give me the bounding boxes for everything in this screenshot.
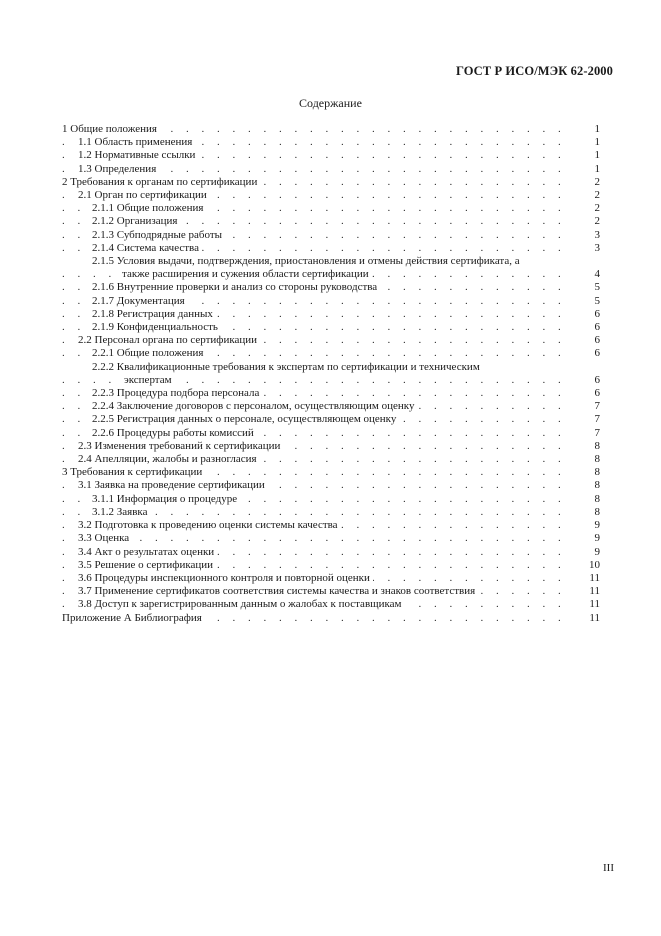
toc-entry-page: 7: [574, 400, 600, 413]
toc-entry[interactable]: [62, 532, 600, 545]
toc-entry-label: 3.6 Процедуры инспекционного контроля и повторной оценки: [78, 572, 373, 584]
toc-entry-label: 2.2.6 Процедуры работы комиссий: [92, 427, 257, 439]
toc-entry-page: 7: [574, 413, 600, 426]
toc-entry-page: 6: [574, 387, 600, 400]
toc-entry-page: 6: [574, 308, 600, 321]
toc-entry-page: 8: [574, 453, 600, 466]
toc-entry[interactable]: [62, 334, 600, 347]
toc-entry-label: 3 Требования к сертификации: [62, 466, 205, 478]
toc-entry-label: 2.1.3 Субподрядные работы: [92, 229, 225, 241]
toc-entry-page: 4: [574, 268, 600, 281]
toc-entry-continuation[interactable]: [62, 374, 600, 387]
toc-entry-label: 2.4 Апелляции, жалобы и разногласия: [78, 453, 260, 465]
toc-entry-page: 3: [574, 242, 600, 255]
toc-entry-page: 5: [574, 281, 600, 294]
toc-entry-label: 1.2 Нормативные ссылки: [78, 149, 198, 161]
toc-entry-label: 2.1.1 Общие положения: [92, 202, 206, 214]
toc-entry-label: 2.1.6 Внутренние проверки и анализ со стороны руководства: [92, 281, 380, 293]
toc-entry-label: 3.8 Доступ к зарегистрированным данным о жалобах к поставщикам: [78, 598, 405, 610]
toc-entry[interactable]: [62, 453, 600, 466]
toc-entry[interactable]: [62, 559, 600, 572]
toc-entry-page: 2: [574, 189, 600, 202]
toc-entry-label: также расширения и сужения области сертификации: [122, 268, 372, 280]
toc-entry[interactable]: [62, 427, 600, 440]
toc-entry-label: 3.2 Подготовка к проведению оценки системы качества: [78, 519, 341, 531]
table-of-contents: [62, 123, 600, 625]
toc-entry-label: 2.2.5 Регистрация данных о персонале, осуществляющем оценку: [92, 413, 399, 425]
toc-entry-page: 9: [574, 532, 600, 545]
toc-entry-page: 8: [574, 493, 600, 506]
toc-entry[interactable]: [62, 493, 600, 506]
toc-entry-page: 2: [574, 202, 600, 215]
toc-entry[interactable]: [62, 400, 600, 413]
toc-title: Содержание: [299, 96, 362, 110]
toc-entry[interactable]: [62, 598, 600, 611]
toc-entry[interactable]: [62, 255, 600, 268]
toc-entry-label: 2 Требования к органам по сертификации: [62, 176, 260, 188]
toc-entry-label: экспертам: [124, 374, 175, 386]
toc-entry-label: 2.2.4 Заключение договоров с персоналом, осуществляющим оценку: [92, 400, 417, 412]
toc-entry-page: 5: [574, 295, 600, 308]
toc-entry-page: 8: [574, 506, 600, 519]
toc-entry-page: 6: [574, 321, 600, 334]
toc-entry[interactable]: [62, 466, 600, 479]
toc-entry-page: 1: [574, 163, 600, 176]
toc-entry-label: 2.1.2 Организация: [92, 215, 180, 227]
toc-entry-label: 2.3 Изменения требований к сертификации: [78, 440, 283, 452]
toc-entry-page: 1: [574, 149, 600, 162]
toc-entry-page: 11: [574, 612, 600, 625]
toc-entry-label: 2.1.9 Конфиденциальность: [92, 321, 221, 333]
toc-entry-label: 2.2.2 Квалификационные требования к экспертам по сертификации и техническим: [92, 361, 483, 373]
toc-entry[interactable]: [62, 347, 600, 360]
toc-entry-page: 8: [574, 440, 600, 453]
toc-entry-page: 6: [574, 334, 600, 347]
toc-entry-label: 3.1.2 Заявка: [92, 506, 150, 518]
toc-entry[interactable]: [62, 176, 600, 189]
toc-entry-page: 6: [574, 374, 600, 387]
toc-entry-label: 2.2.3 Процедура подбора персонала: [92, 387, 262, 399]
toc-entry-page: 6: [574, 347, 600, 360]
toc-entry[interactable]: [62, 229, 600, 242]
toc-entry[interactable]: [62, 361, 600, 374]
toc-entry-page: 7: [574, 427, 600, 440]
toc-entry-page: 3: [574, 229, 600, 242]
toc-entry-page: 2: [574, 176, 600, 189]
toc-entry[interactable]: [62, 321, 600, 334]
toc-entry[interactable]: [62, 546, 600, 559]
toc-entry-page: 9: [574, 546, 600, 559]
toc-entry[interactable]: [62, 612, 600, 625]
toc-entry[interactable]: [62, 585, 600, 598]
toc-entry-page: 1: [574, 123, 600, 136]
toc-entry-label: 1.1 Область применения: [78, 136, 195, 148]
toc-entry-label: 3.1 Заявка на проведение сертификации: [78, 479, 268, 491]
toc-entry[interactable]: [62, 281, 600, 294]
toc-entry-label: 3.4 Акт о результатах оценки: [78, 546, 217, 558]
toc-entry-label: 2.1.5 Условия выдачи, подтверждения, приостановления и отмены действия сертификата, а: [92, 255, 523, 267]
toc-entry[interactable]: [62, 189, 600, 202]
toc-entry[interactable]: [62, 215, 600, 228]
toc-entry-label: Приложение А Библиография: [62, 612, 205, 624]
toc-entry-label: 3.7 Применение сертификатов соответствия системы качества и знаков соответствия: [78, 585, 478, 597]
document-code: ГОСТ Р ИСО/МЭК 62-2000: [455, 64, 613, 78]
toc-entry[interactable]: [62, 123, 600, 136]
toc-entry-label: 1 Общие положения: [62, 123, 160, 135]
toc-entry-page: 11: [574, 598, 600, 611]
toc-entry-page: 1: [574, 136, 600, 149]
toc-entry[interactable]: [62, 519, 600, 532]
toc-entry[interactable]: [62, 163, 600, 176]
toc-entry-page: 8: [574, 466, 600, 479]
toc-entry-label: 2.2 Персонал органа по сертификации: [78, 334, 260, 346]
toc-entry[interactable]: [62, 479, 600, 492]
toc-entry-label: 2.1.7 Документация: [92, 295, 188, 307]
toc-entry[interactable]: [62, 136, 600, 149]
toc-entry-page: 2: [574, 215, 600, 228]
toc-entry-label: 1.3 Определения: [78, 163, 159, 175]
toc-entry[interactable]: [62, 202, 600, 215]
toc-entry-label: 2.1.8 Регистрация данных: [92, 308, 216, 320]
toc-entry[interactable]: [62, 242, 600, 255]
toc-entry[interactable]: [62, 572, 600, 585]
toc-entry-page: 8: [574, 479, 600, 492]
toc-entry-label: 2.1 Орган по сертификации: [78, 189, 210, 201]
toc-entry[interactable]: [62, 506, 600, 519]
page-number: III: [603, 862, 614, 874]
toc-entry-label: 3.1.1 Информация о процедуре: [92, 493, 240, 505]
toc-entry-label: 2.1.4 Система качества: [92, 242, 202, 254]
toc-entry-page: 9: [574, 519, 600, 532]
toc-entry-label: 3.3 Оценка: [78, 532, 132, 544]
toc-entry-page: 11: [574, 572, 600, 585]
toc-entry-page: 11: [574, 585, 600, 598]
toc-entry-label: 3.5 Решение о сертификации: [78, 559, 216, 571]
toc-entry[interactable]: [62, 295, 600, 308]
toc-entry[interactable]: [62, 440, 600, 453]
toc-entry[interactable]: [62, 308, 600, 321]
toc-entry-page: 10: [574, 559, 600, 572]
toc-entry[interactable]: [62, 413, 600, 426]
toc-entry[interactable]: [62, 387, 600, 400]
toc-entry-continuation[interactable]: [62, 268, 600, 281]
toc-entry-label: 2.2.1 Общие положения: [92, 347, 206, 359]
toc-entry[interactable]: [62, 149, 600, 162]
